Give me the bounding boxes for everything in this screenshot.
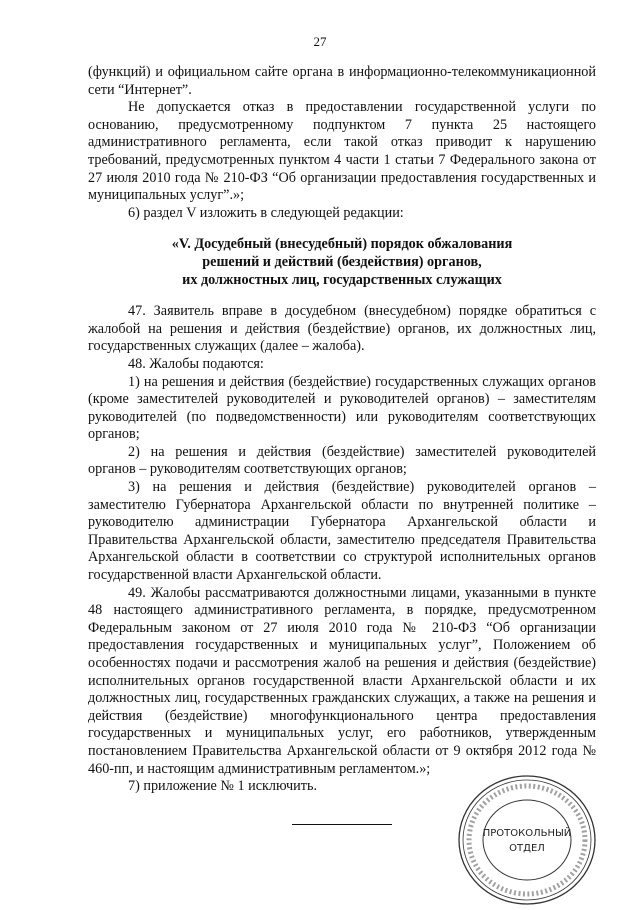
- paragraph: 47. Заявитель вправе в досудебном (внесудебном) порядке обратиться с жалобой на решения и действия (бездействие) органов, их должностных лиц, государственных служащих (далее – жалоба).: [88, 303, 596, 355]
- paragraph: 1) на решения и действия (бездействие) государственных служащих органов (кроме заместителей руководителей и руководителей органов) – заместителям руководителей (по подведомственности) или руководителям соответствующих органов;: [88, 373, 596, 443]
- paragraph: 48. Жалобы подаются:: [128, 355, 264, 372]
- paragraph: 49. Жалобы рассматриваются должностными лицами, указанными в пункте 48 настоящего административного регламента, в порядке, предусмотренном Федеральным законом от 27 июля 2010 года № 210-ФЗ “Об организации предоставления государственных и муниципальных услуг”, Положением об особенностях подачи и рассмотрения жалоб на решения и действия (бездействие) исполнительных органов государственной власти Архангельской области и их должностных лиц, государственных гражданских служащих, а также на решения и действия (бездействие) многофункционального центра предоставления государственных и муниципальных услуг, его работников, утвержденным постановлением Правительства Архангельской области от 9 октября 2012 года № 460-пп, и настоящим административным регламентом.»;: [88, 584, 596, 777]
- document-body: [88, 64, 596, 796]
- official-stamp: [452, 770, 602, 910]
- section-title-line: их должностных лиц, государственных служащих: [182, 271, 502, 288]
- stamp-text: ПРОТОКОЛЬНЫЙ: [482, 828, 572, 839]
- section-title-line: решений и действий (бездействия) органов,: [202, 253, 482, 270]
- section-title-line: «V. Досудебный (внесудебный) порядок обжалования: [171, 236, 513, 253]
- stamp-text: ОТДЕЛ: [509, 843, 545, 854]
- paragraph: 6) раздел V изложить в следующей редакции:: [128, 204, 404, 221]
- page-number: 27: [313, 34, 327, 49]
- paragraph: (функций) и официальном сайте органа в информационно-телекоммуникационной сети “Интернет”.: [88, 64, 596, 98]
- paragraph: 7) приложение № 1 исключить.: [128, 778, 317, 795]
- separator-line: [292, 824, 392, 825]
- paragraph: 2) на решения и действия (бездействие) заместителей руководителей органов – руководителям соответствующих органов;: [88, 443, 596, 478]
- paragraph: Не допускается отказ в предоставлении государственной услуги по основанию, предусмотренному подпунктом 7 пункта 25 настоящего административного регламента, если такой отказ приводит к нарушению требований, предусмотренных пунктом 4 части 1 статьи 7 Федерального закона от 27 июля 2010 года № 210-ФЗ “Об организации предоставления государственных и муниципальных услуг”.»;: [88, 99, 596, 204]
- paragraph: 3) на решения и действия (бездействие) руководителей органов – заместителю Губернатора Архангельской области по внутренней политике – руководителю администрации Губернатора Архангельской области и Правительства Архангельской области, заместителю председателя Правительства Архангельской области в соответствии со структурой исполнительных органов государственной власти Архангельской области.: [88, 479, 596, 584]
- section-title: [88, 236, 596, 289]
